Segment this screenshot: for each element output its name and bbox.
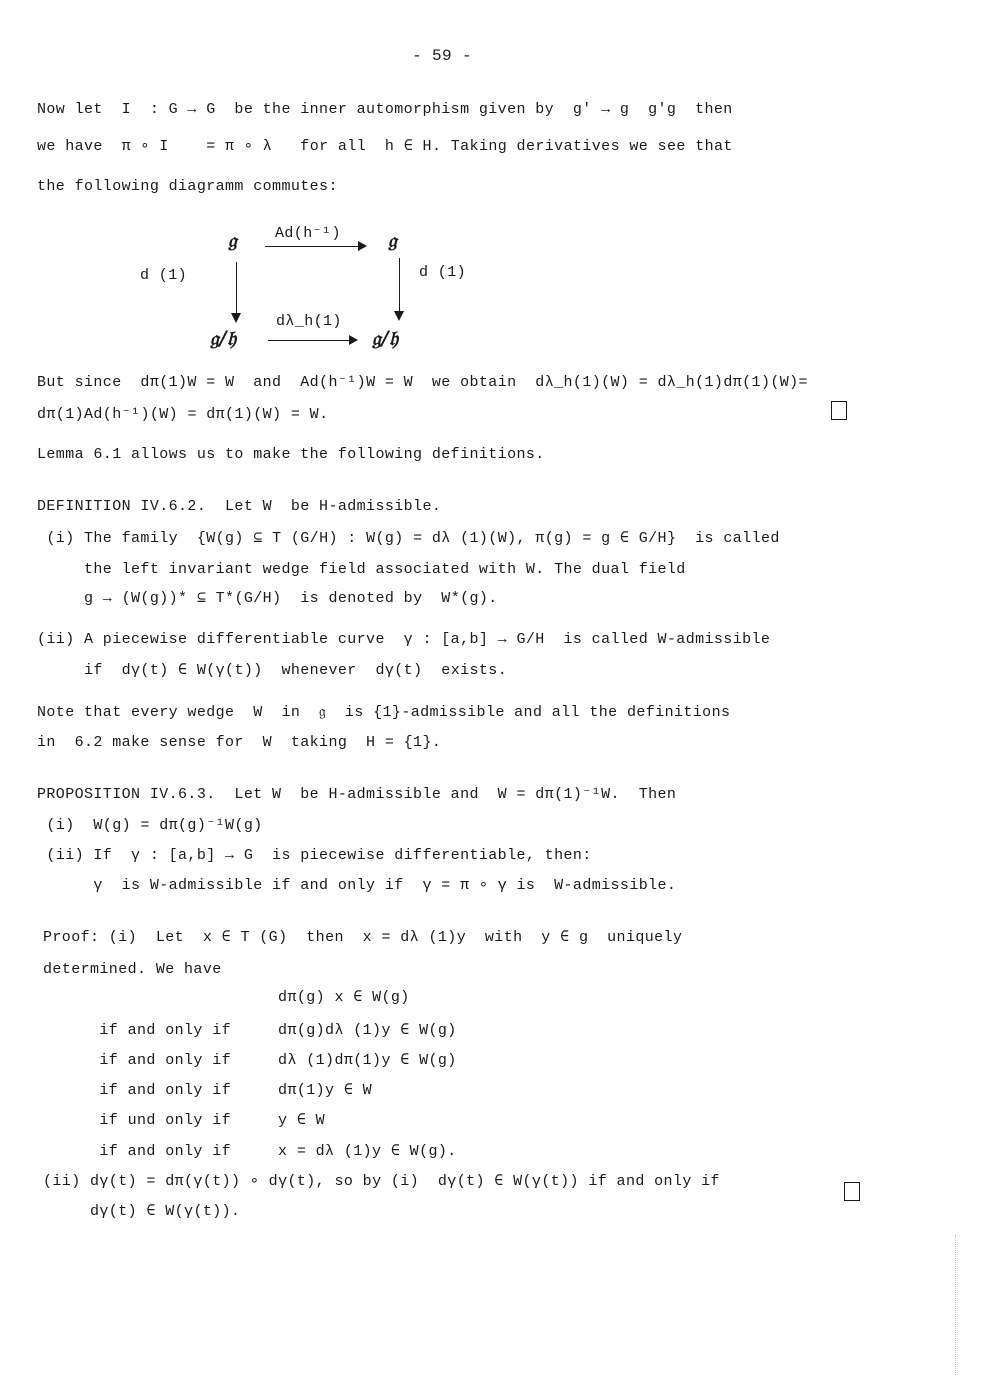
- diagram-bottom-arrow-label: dλ_h(1): [276, 313, 342, 330]
- definition-line-2: the left invariant wedge field associated with W. The dual field: [37, 561, 686, 578]
- proof-line-6: if and only if dπ(1)y ∈ W: [43, 1082, 373, 1099]
- lemma-line: Lemma 6.1 allows us to make the following definitions.: [37, 446, 545, 463]
- note-line-1: Note that every wedge W in 𝔤 is {1}-admissible and all the definitions: [37, 704, 731, 721]
- diagram-top-right: 𝔤: [388, 228, 398, 252]
- proposition-line-2: (ii) If γ : [a,b] → G is piecewise differentiable, then:: [37, 847, 592, 864]
- proposition-heading: PROPOSITION IV.6.3. Let W be H-admissible and W = dπ(1)⁻¹W. Then: [37, 786, 677, 803]
- intro-line-3: the following diagramm commutes:: [37, 178, 338, 195]
- definition-line-4: (ii) A piecewise differentiable curve γ : [a,b] → G/H is called W-admissible: [37, 631, 771, 648]
- definition-heading: DEFINITION IV.6.2. Let W be H-admissible.: [37, 498, 442, 515]
- diagram-left-arrow-label: d (1): [140, 267, 188, 284]
- diagram-right-arrow-label: d (1): [419, 264, 467, 281]
- proposition-line-1: (i) W(g) = dπ(g)⁻¹W(g): [37, 817, 263, 834]
- qed-box-2: [844, 1182, 860, 1201]
- diagram-left-arrow: [236, 262, 237, 320]
- scan-margin-dots: [955, 1235, 958, 1375]
- page-number: - 59 -: [412, 47, 473, 65]
- after-diagram-line-1: But since dπ(1)W = W and Ad(h⁻¹)W = W we obtain dλ_h(1)(W) = dλ_h(1)dπ(1)(W)=: [37, 374, 808, 391]
- proof-line-3: dπ(g) x ∈ W(g): [43, 989, 410, 1006]
- proposition-line-3: γ is W-admissible if and only if γ = π ∘ γ is W-admissible.: [37, 877, 677, 894]
- proof-line-7: if und only if y ∈ W: [43, 1112, 326, 1129]
- diagram-top-arrow-label: Ad(h⁻¹): [275, 225, 341, 242]
- proof-line-1: Proof: (i) Let x ∈ T (G) then x = dλ (1)y with y ∈ g uniquely: [43, 929, 683, 946]
- proof-line-2: determined. We have: [43, 961, 222, 978]
- qed-box-1: [831, 401, 847, 420]
- proof-line-5: if and only if dλ (1)dπ(1)y ∈ W(g): [43, 1052, 457, 1069]
- diagram-top-left: 𝔤: [228, 228, 238, 252]
- proof-line-4: if and only if dπ(g)dλ (1)y ∈ W(g): [43, 1022, 457, 1039]
- intro-line-2: we have π ∘ I = π ∘ λ for all h ∈ H. Taking derivatives we see that: [37, 138, 733, 155]
- diagram-bottom-right: 𝔤/𝔥: [372, 326, 399, 350]
- note-line-2: in 6.2 make sense for W taking H = {1}.: [37, 734, 442, 751]
- definition-line-1: (i) The family {W(g) ⊆ T (G/H) : W(g) = dλ (1)(W), π(g) = g ∈ G/H} is called: [37, 530, 780, 547]
- diagram-bottom-arrow: [268, 340, 356, 341]
- definition-line-3: g → (W(g))* ⊆ T*(G/H) is denoted by W*(g).: [37, 590, 498, 607]
- proof-line-9: (ii) dγ(t) = dπ(γ(t)) ∘ dγ(t), so by (i) dγ(t) ∈ W(γ(t)) if and only if: [43, 1173, 720, 1190]
- proof-line-8: if and only if x = dλ (1)y ∈ W(g).: [43, 1143, 457, 1160]
- after-diagram-line-2: dπ(1)Ad(h⁻¹)(W) = dπ(1)(W) = W.: [37, 406, 329, 423]
- diagram-top-arrow: [265, 246, 365, 247]
- diagram-bottom-left: 𝔤/𝔥: [210, 326, 237, 350]
- intro-line-1: Now let I : G → G be the inner automorphism given by g' → g g'g then: [37, 101, 733, 118]
- proof-line-10: dγ(t) ∈ W(γ(t)).: [43, 1203, 241, 1220]
- diagram-right-arrow: [399, 258, 400, 318]
- definition-line-5: if dγ(t) ∈ W(γ(t)) whenever dγ(t) exists.: [37, 662, 508, 679]
